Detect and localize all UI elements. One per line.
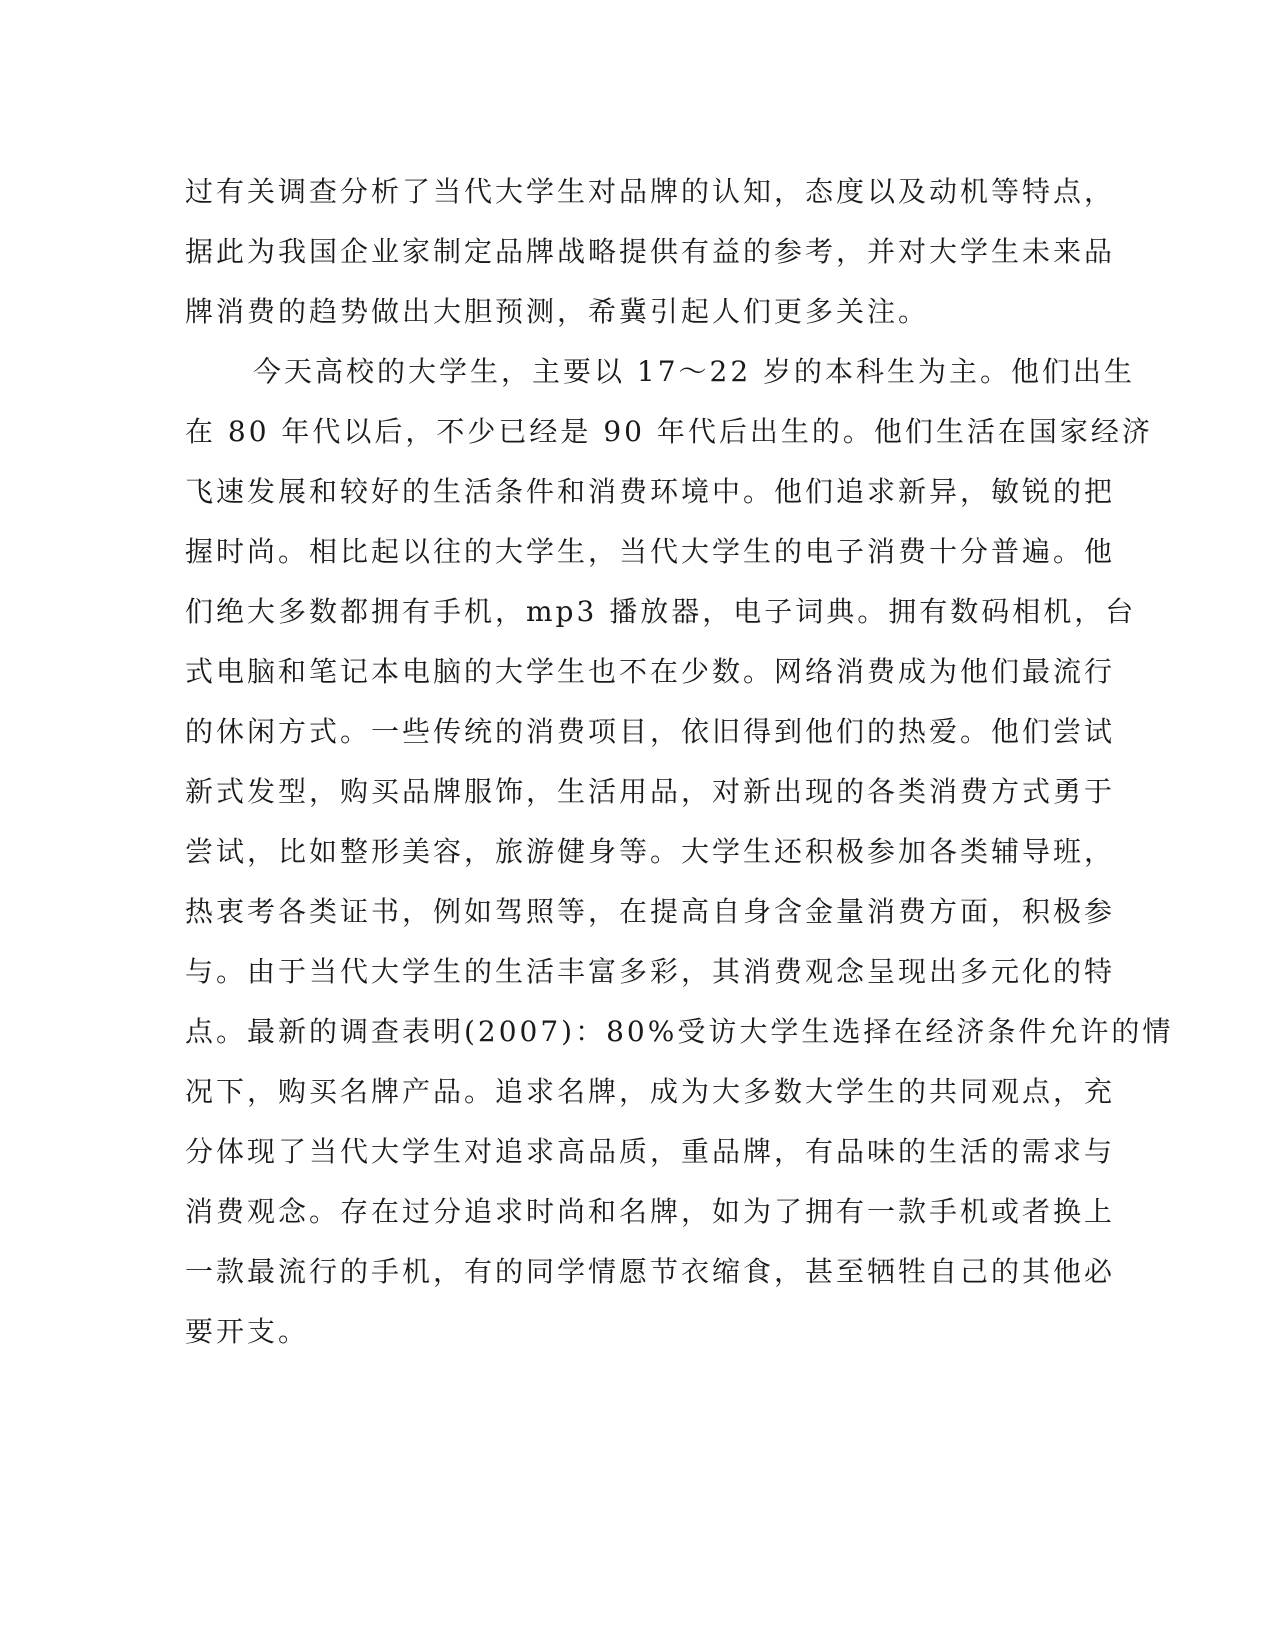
body-text	[185, 162, 1174, 1362]
text-line: 况下，购买名牌产品。追求名牌，成为大多数大学生的共同观点，充	[185, 1075, 1116, 1108]
text-line: 据此为我国企业家制定品牌战略提供有益的参考，并对大学生未来品	[185, 235, 1116, 268]
text-line: 在 80 年代以后，不少已经是 90 年代后出生的。他们生活在国家经济	[185, 415, 1153, 448]
paragraph-1	[185, 162, 1116, 342]
text-line: 热衷考各类证书，例如驾照等，在提高自身含金量消费方面，积极参	[185, 895, 1116, 928]
paragraph-2	[185, 342, 1174, 1362]
text-line: 式电脑和笔记本电脑的大学生也不在少数。网络消费成为他们最流行	[185, 655, 1116, 688]
text-line: 过有关调查分析了当代大学生对品牌的认知，态度以及动机等特点，	[185, 175, 1116, 208]
text-line: 尝试，比如整形美容，旅游健身等。大学生还积极参加各类辅导班，	[185, 835, 1116, 868]
text-line: 们绝大多数都拥有手机，mp3 播放器，电子词典。拥有数码相机，台	[185, 595, 1137, 628]
text-line: 牌消费的趋势做出大胆预测，希冀引起人们更多关注。	[185, 295, 930, 328]
text-line: 的休闲方式。一些传统的消费项目，依旧得到他们的热爱。他们尝试	[185, 715, 1116, 748]
text-line: 消费观念。存在过分追求时尚和名牌，如为了拥有一款手机或者换上	[185, 1195, 1116, 1228]
text-line: 点。最新的调查表明(2007)：80%受访大学生选择在经济条件允许的情	[185, 1015, 1174, 1048]
text-line: 要开支。	[185, 1315, 310, 1348]
text-line: 分体现了当代大学生对追求高品质，重品牌，有品味的生活的需求与	[185, 1135, 1116, 1168]
text-line: 与。由于当代大学生的生活丰富多彩，其消费观念呈现出多元化的特	[185, 955, 1116, 988]
text-line-first: 今天高校的大学生，主要以 17～22 岁的本科生为主。他们出生	[253, 355, 1136, 388]
text-line: 新式发型，购买品牌服饰，生活用品，对新出现的各类消费方式勇于	[185, 775, 1116, 808]
text-line: 一款最流行的手机，有的同学情愿节衣缩食，甚至牺牲自己的其他必	[185, 1255, 1116, 1288]
text-line: 飞速发展和较好的生活条件和消费环境中。他们追求新异，敏锐的把	[185, 475, 1116, 508]
text-line: 握时尚。相比起以往的大学生，当代大学生的电子消费十分普遍。他	[185, 535, 1116, 568]
